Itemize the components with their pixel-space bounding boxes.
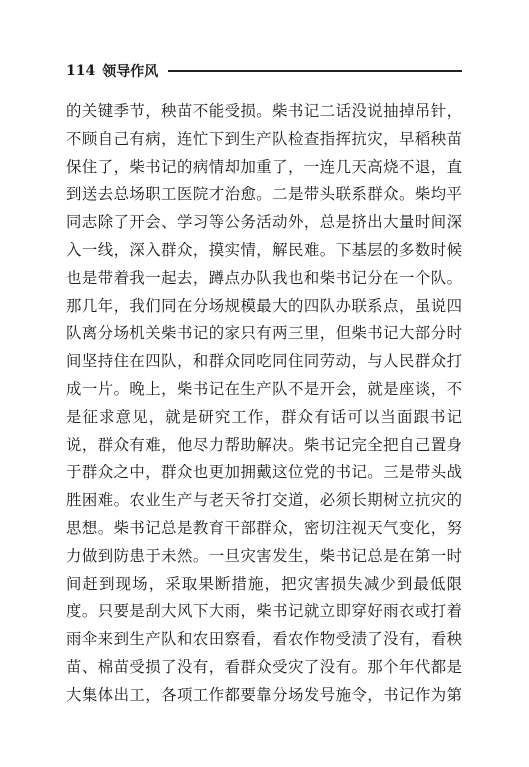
text-line: 保住了，柴书记的病情却加重了，一连几天高烧不退，直 <box>66 157 462 176</box>
text-line: 入一线，深入群众，摸实情，解民难。下基层的多数时候 <box>66 240 462 259</box>
text-line: 不顾自己有病，连忙下到生产队检查指挥抗灾，早稻秧苗 <box>66 129 462 148</box>
text-line: 的关键季节，秧苗不能受损。柴书记二话没说抽掉吊针， <box>66 102 462 120</box>
book-title: 领导作风 <box>102 64 159 80</box>
text-line: 于群众之中，群众也更加拥戴这位党的书记。三是带头战 <box>66 463 462 482</box>
text-line: 成一片。晚上，柴书记在生产队不是开会，就是座谈，不 <box>66 379 462 398</box>
text-line: 也是带着我一起去，蹲点办队我也和柴书记分在一个队。 <box>66 268 462 287</box>
text-line: 间赶到现场，采取果断措施，把灾害损失减少到最低限 <box>66 574 462 593</box>
text-line: 是征求意见，就是研究工作，群众有话可以当面跟书记 <box>66 407 462 426</box>
text-line: 大集体出工，各项工作都要靠分场发号施令，书记作为第 <box>66 685 462 704</box>
header-rule <box>168 70 462 72</box>
text-line: 队离分场机关柴书记的家只有两三里，但柴书记大部分时 <box>66 324 462 343</box>
text-line: 度。只要是刮大风下大雨，柴书记就立即穿好雨衣或打着 <box>66 602 462 621</box>
text-line: 那几年，我们同在分场规模最大的四队办联系点，虽说四 <box>66 296 462 315</box>
page-number: 114 <box>66 63 96 79</box>
text-line: 苗、棉苗受损了没有，看群众受灾了没有。那个年代都是 <box>66 657 462 676</box>
running-header <box>66 60 462 82</box>
text-line: 到送去总场职工医院才治愈。二是带头联系群众。柴均平 <box>66 185 462 204</box>
text-line: 胜困难。农业生产与老天爷打交道，必须长期树立抗灾的 <box>66 491 462 510</box>
text-line: 说，群众有难，他尽力帮助解决。柴书记完全把自己置身 <box>66 435 462 454</box>
text-line: 力做到防患于未然。一旦灾害发生，柴书记总是在第一时 <box>66 546 462 565</box>
text-line: 思想。柴书记总是教育干部群众，密切注视天气变化，努 <box>66 518 462 537</box>
body-text <box>66 98 462 710</box>
text-line: 间坚持住在四队，和群众同吃同住同劳动，与人民群众打 <box>66 352 462 371</box>
text-line: 雨伞来到生产队和农田察看，看农作物受渍了没有，看秧 <box>66 630 462 649</box>
text-line: 同志除了开会、学习等公务活动外，总是挤出大量时间深 <box>66 213 462 232</box>
